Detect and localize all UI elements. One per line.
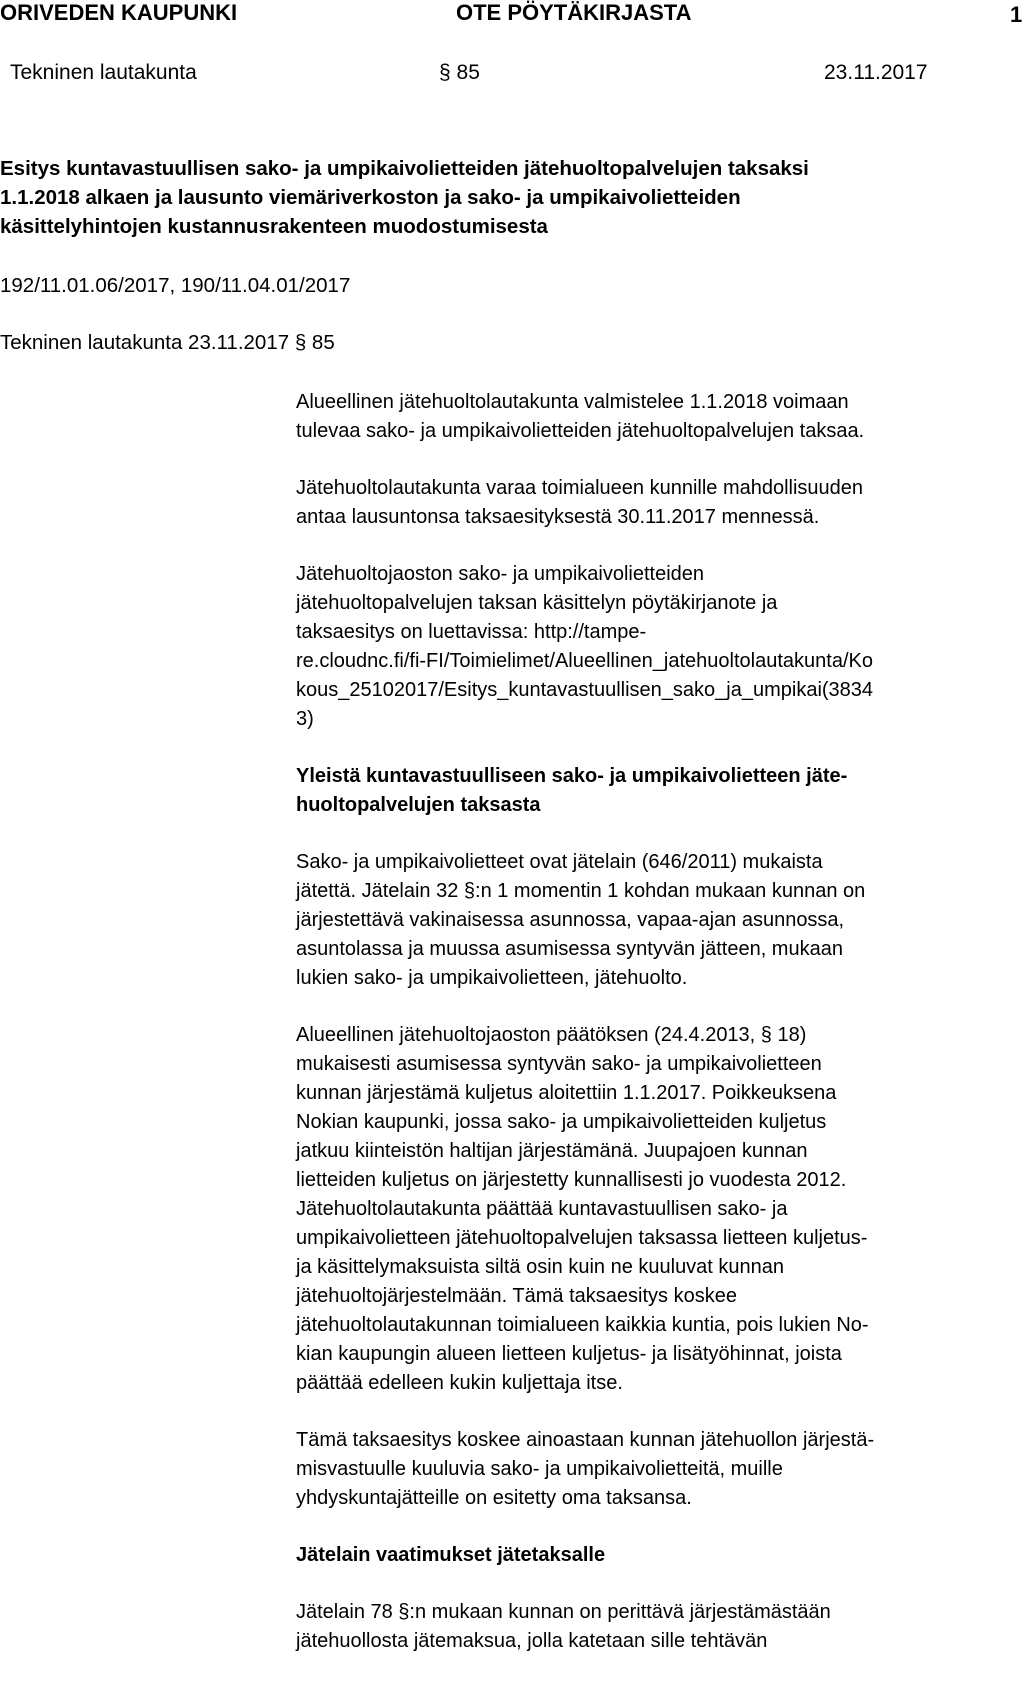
body-paragraph: Sako- ja umpikaivolietteet ovat jätelain (646/2011) mukaista jätettä. Jätelain 32 §:n 1 momentin 1 kohdan mukaan kunnan on järjestettävä vakinaisessa asunnossa, vapaa-ajan asunnossa, asuntolassa ja muussa asumisessa syntyvän jätteen, mukaan lukien sako- ja umpikaivolietteen, jätehuolto. bbox=[296, 851, 866, 989]
meeting-date: 23.11.2017 bbox=[824, 61, 928, 84]
body-paragraph: Alueellinen jätehuoltojaoston päätöksen (24.4.2013, § 18) mukaisesti asumisessa syntyvän sako- ja umpikaivolietteen kunnan järjestämä kuljetus aloitettiin 1.1.2017. Poikkeuksena Nokian kaupunki, jossa sako- ja umpikaivolietteiden kuljetus jatkuu kiinteistön haltijan järjestämänä. Juupajoen kunnan lietteiden kuljetus on järjestetty kunnallisesti jo vuodesta 2012. Jätehuoltolautakunta päättää kuntavastuullisen sako- ja umpikaivolietteen jätehuoltopalvelujen taksassa lietteen kuljetus- ja käsittelymaksuista siltä osin kuin ne kuuluvat kunnan jätehuoltojärjestelmään. Tämä taksaesitys koskee jätehuoltolautakunnan toimialueen kaikkia kuntia, pois lukien No- kian kaupungin alueen lietteen kuljetus- ja lisätyöhinnat, joista päättää edelleen kukin kuljettaja itse. bbox=[296, 1024, 869, 1394]
document-type: OTE PÖYTÄKIRJASTA bbox=[456, 0, 692, 25]
body-paragraph: Jätelain 78 §:n mukaan kunnan on perittävä järjestämästään jätehuollosta jätemaksua, jolla katetaan sille tehtävän bbox=[296, 1601, 831, 1652]
title-line: Esitys kuntavastuullisen sako- ja umpikaivolietteiden jätehuoltopalvelujen taksaksi bbox=[0, 157, 809, 180]
page-number: 1 bbox=[1010, 2, 1023, 27]
meeting-reference: Tekninen lautakunta 23.11.2017 § 85 bbox=[0, 331, 335, 354]
diary-numbers: 192/11.01.06/2017, 190/11.04.01/2017 bbox=[0, 274, 351, 297]
section-heading: Yleistä kuntavastuulliseen sako- ja umpikaivolietteen jäte- huoltopalvelujen taksasta bbox=[296, 765, 848, 816]
body-paragraph: Alueellinen jätehuoltolautakunta valmistelee 1.1.2018 voimaan tulevaa sako- ja umpikaivolietteiden jätehuoltopalvelujen taksaa. bbox=[296, 391, 865, 442]
title-line: 1.1.2018 alkaen ja lausunto viemäriverkoston ja sako- ja umpikaivolietteiden bbox=[0, 186, 741, 209]
document-body bbox=[296, 388, 1024, 1684]
section-number: § 85 bbox=[439, 61, 480, 84]
body-paragraph: Jätehuoltolautakunta varaa toimialueen kunnille mahdollisuuden antaa lausuntonsa taksaesityksestä 30.11.2017 mennessä. bbox=[296, 477, 864, 528]
title-line: käsittelyhintojen kustannusrakenteen muodostumisesta bbox=[0, 215, 548, 238]
committee-name: Tekninen lautakunta bbox=[10, 61, 197, 84]
section-heading: Jätelain vaatimukset jätetaksalle bbox=[296, 1544, 606, 1566]
body-paragraph: Jätehuoltojaoston sako- ja umpikaivolietteiden jätehuoltopalvelujen taksan käsittelyn pöytäkirjanote ja taksaesitys on luettavissa: http://tampe- re.cloudnc.fi/fi-FI/Toimielimet/Alueellinen_jatehuoltolautakunta/Ko kous_25102017/Esitys_kuntavastuullisen_sako_ja_umpikai(3834 3) bbox=[296, 563, 874, 730]
organization-name: ORIVEDEN KAUPUNKI bbox=[0, 0, 238, 25]
document-title bbox=[0, 154, 809, 241]
body-paragraph: Tämä taksaesitys koskee ainoastaan kunnan jätehuollon järjestä- misvastuulle kuuluvia sako- ja umpikaivolietteitä, muille yhdyskuntajätteille on esitetty oma taksansa. bbox=[296, 1429, 875, 1509]
